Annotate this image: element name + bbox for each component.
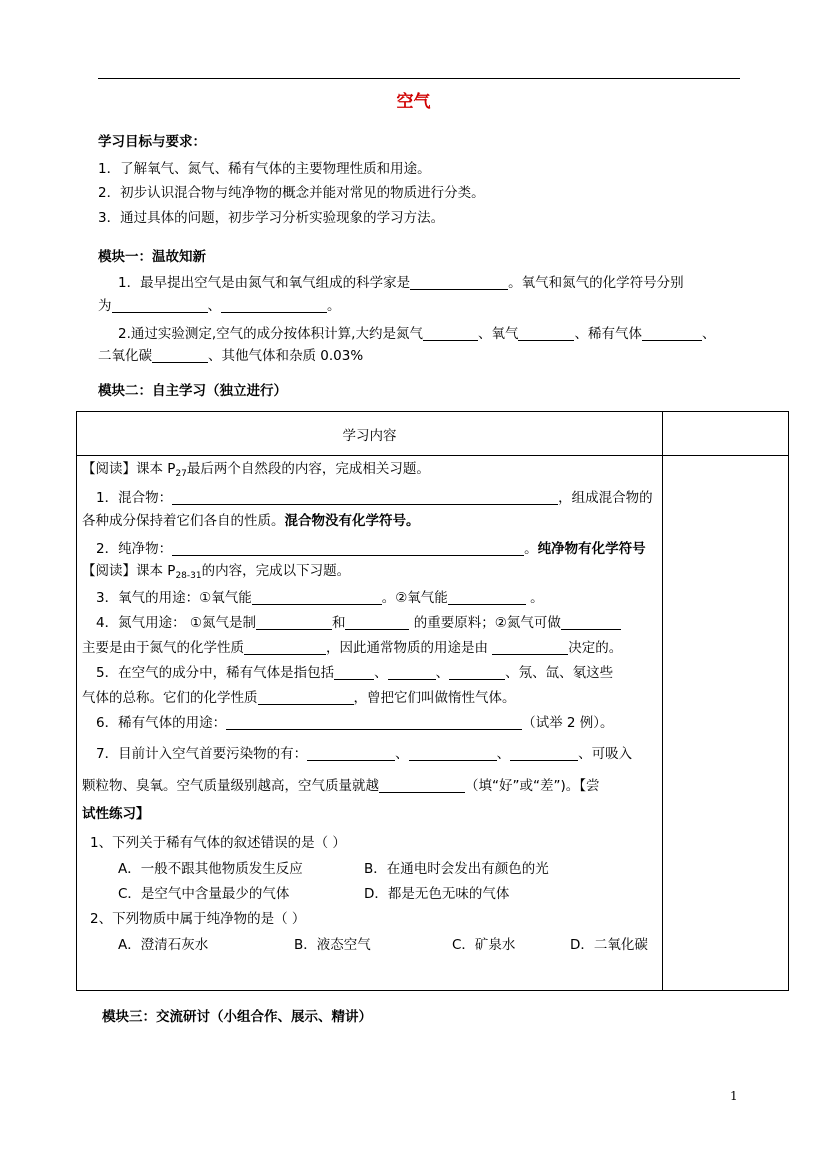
practice-2-option-c: C．矿泉水 — [452, 937, 516, 953]
practice-2-option-a: A．澄清石灰水 — [118, 937, 209, 953]
blank — [345, 615, 409, 630]
reading-1: 【阅读】课本 $P_{27}$最后两个自然段的内容，完成相关习题。 — [82, 461, 430, 479]
blank — [152, 348, 208, 363]
module1-q2-line1: 2.通过实验测定,空气的成分按体积计算,大约是氮气 、氧气 、稀有气体 、 — [118, 326, 716, 342]
item-1-line1: 1．混合物： ，组成混合物的 — [96, 490, 653, 506]
blank — [409, 746, 497, 761]
module1-q1-line2: 为 、 。 — [98, 298, 341, 314]
practice-1-option-d: D．都是无色无味的气体 — [364, 886, 510, 902]
blank — [172, 490, 558, 505]
blank — [244, 640, 326, 655]
top-rule — [98, 78, 740, 79]
practice-2-option-b: B．液态空气 — [294, 937, 371, 953]
item-4-line2: 主要是由于氮气的化学性质 ，因此通常物质的用途是由 决定的。 — [82, 640, 623, 656]
blank — [642, 326, 702, 341]
item-1-line2: 各种成分保持着它们各自的性质。混合物没有化学符号。 — [82, 513, 420, 529]
module1-heading: 模块一：温故知新 — [98, 249, 206, 265]
practice-2: 2、下列物质中属于纯净物的是（ ） — [90, 911, 306, 927]
item-5-line2: 气体的总称。它们的化学性质 ，曾把它们叫做惰性气体。 — [82, 690, 516, 706]
blank — [221, 298, 327, 313]
item-5-line1: 5．在空气的成分中，稀有气体是指包括 、 、 、氖、氙、氡这些 — [96, 665, 614, 681]
item-7-line3: 试性练习】 — [82, 806, 150, 822]
blank — [561, 615, 621, 630]
blank — [172, 541, 524, 556]
goals-heading: 学习目标与要求： — [98, 134, 206, 150]
blank — [226, 715, 522, 730]
item-3: 3．氧气的用途：①氧气能 。②氧气能 。 — [96, 590, 544, 606]
item-2: 2．纯净物： 。纯净物有化学符号 — [96, 541, 646, 557]
blank — [307, 746, 395, 761]
page-number: 1 — [730, 1089, 738, 1103]
blank — [448, 590, 526, 605]
blank — [410, 275, 508, 290]
reading-2: 【阅读】课本 $P_{28-31}$的内容，完成以下习题。 — [82, 563, 351, 581]
goal-item: 2．初步认识混合物与纯净物的概念并能对常见的物质进行分类。 — [98, 185, 485, 201]
blank — [518, 326, 574, 341]
item-7-line2: 颗粒物、臭氧。空气质量级别越高，空气质量就越 （填“好”或“差”)。【尝 — [82, 778, 600, 794]
table-header: 学习内容 — [342, 428, 397, 444]
item-7-line1: 7．目前计入空气首要污染物的有： 、 、 、可吸入 — [96, 746, 633, 762]
blank — [449, 665, 505, 680]
blank — [252, 590, 382, 605]
module2-heading: 模块二：自主学习（独立进行） — [98, 383, 287, 399]
blank — [510, 746, 578, 761]
practice-1: 1、下列关于稀有气体的叙述错误的是（ ） — [90, 835, 346, 851]
blank — [258, 690, 354, 705]
module3-heading: 模块三：交流研讨（小组合作、展示、精讲） — [102, 1009, 372, 1025]
blank — [423, 326, 478, 341]
blank — [388, 665, 436, 680]
module1-q2-line2: 二氧化碳 、其他气体和杂质 0.03% — [98, 348, 364, 364]
practice-1-option-b: B．在通电时会发出有颜色的光 — [364, 861, 549, 877]
table-header-divider — [77, 455, 788, 456]
table-column-divider — [662, 412, 663, 990]
goal-item: 3．通过具体的问题，初步学习分析实验现象的学习方法。 — [98, 210, 445, 226]
blank — [256, 615, 332, 630]
blank — [379, 778, 465, 793]
blank — [112, 298, 208, 313]
blank — [334, 665, 374, 680]
page-title: 空气 — [396, 92, 431, 112]
practice-1-option-c: C．是空气中含量最少的气体 — [118, 886, 290, 902]
practice-1-option-a: A．一般不跟其他物质发生反应 — [118, 861, 303, 877]
goal-item: 1．了解氧气、氮气、稀有气体的主要物理性质和用途。 — [98, 161, 431, 177]
blank — [492, 640, 568, 655]
item-6: 6．稀有气体的用途： （试举 2 例）。 — [96, 715, 614, 731]
practice-2-option-d: D．二氧化碳 — [570, 937, 648, 953]
item-4-line1: 4．氮气用途： ①氮气是制 和 的重要原料；②氮气可做 — [96, 615, 621, 631]
module1-q1-line1: 1．最早提出空气是由氮气和氧气组成的科学家是 。氧气和氮气的化学符号分别 — [118, 275, 684, 291]
